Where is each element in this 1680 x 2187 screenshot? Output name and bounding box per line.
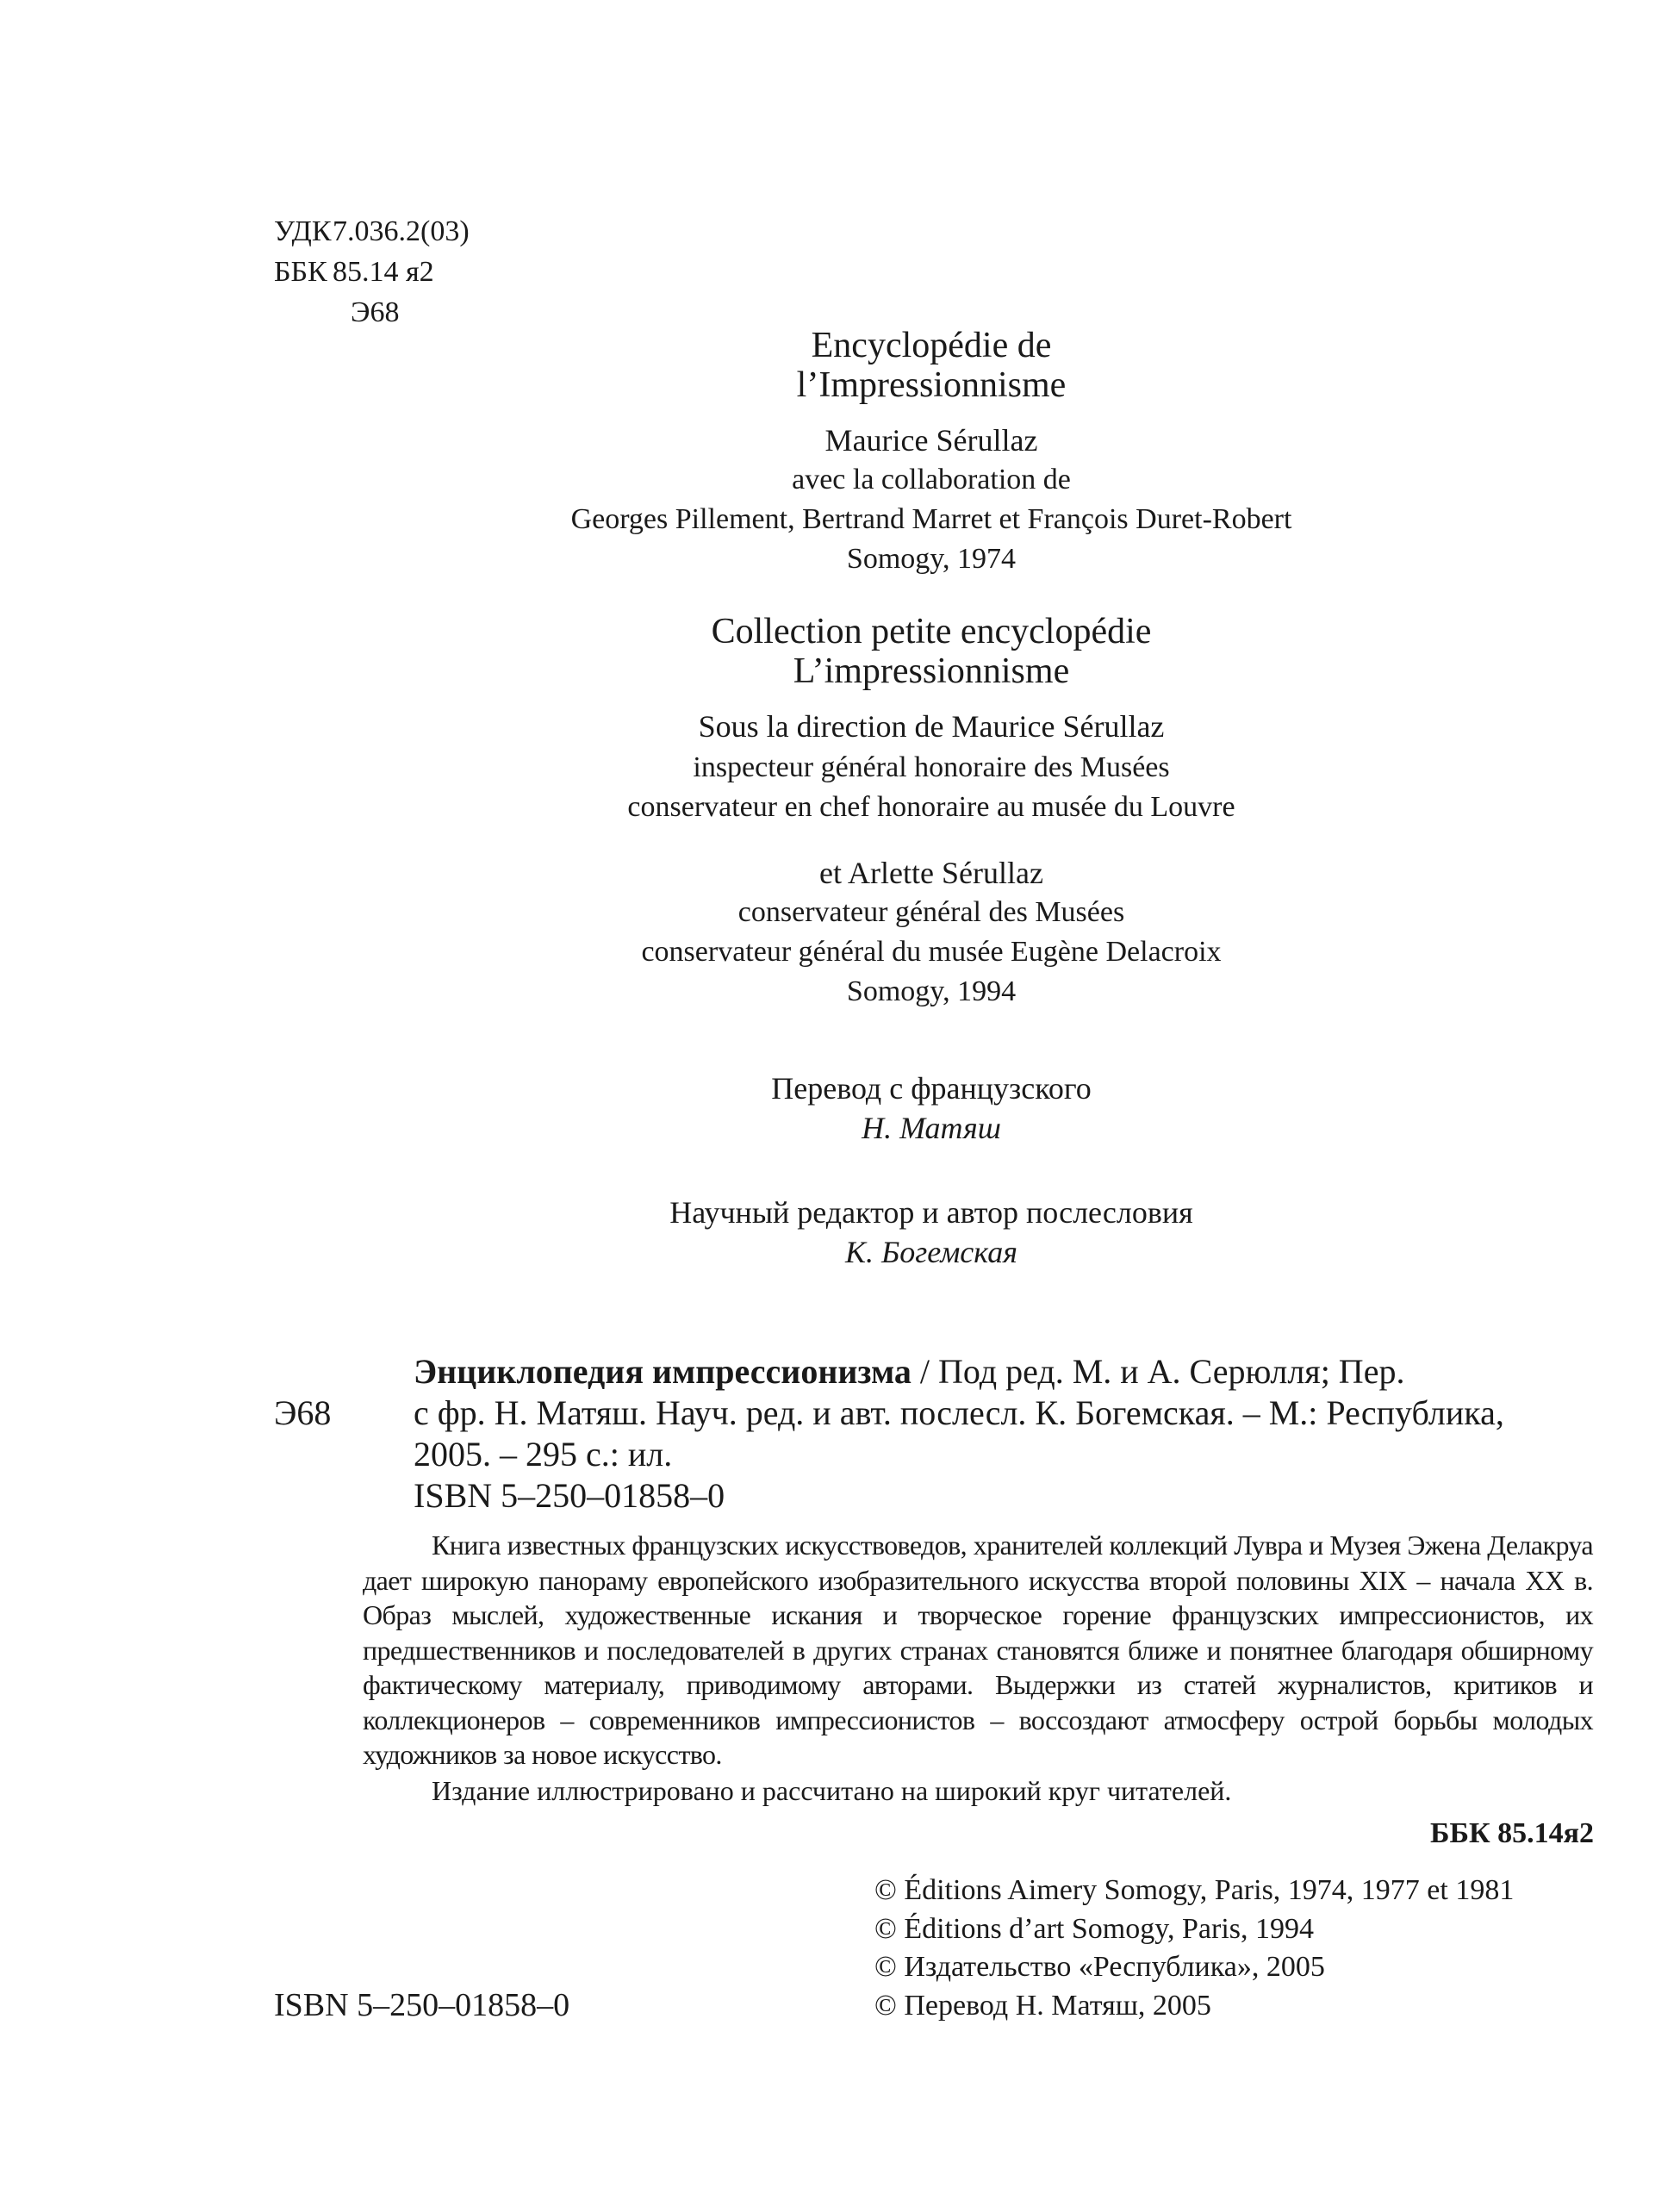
director-role2: conservateur en chef honoraire au musée du Louvre — [627, 791, 1235, 823]
bibliographic-record — [414, 1351, 1594, 1517]
classification-block — [274, 211, 470, 333]
translation-label: Перевод с французского — [771, 1071, 1092, 1106]
copyright-line: © Éditions d’art Somogy, Paris, 1994 — [874, 1912, 1314, 1945]
biblio-isbn: ISBN 5–250–01858–0 — [414, 1476, 725, 1515]
bbk-label: ББК — [274, 256, 327, 288]
bbk-index: ББК 85.14я2 — [1429, 1817, 1594, 1849]
author-mark: Э68 — [351, 296, 400, 328]
biblio-line2: с фр. Н. Матяш. Науч. ред. и авт. послесл. К. Богемская. – М.: Республика, — [414, 1393, 1504, 1432]
publisher-1994: Somogy, 1994 — [846, 975, 1017, 1007]
copyright-line: © Издательство «Республика», 2005 — [874, 1951, 1325, 1983]
direction: Sous la direction de Maurice Sérullaz — [698, 709, 1165, 744]
biblio-title: Энциклопедия импрессионизма — [414, 1352, 912, 1391]
director-role1: inspecteur général honoraire des Musées — [693, 751, 1170, 783]
collaboration-intro: avec la collaboration de — [792, 464, 1071, 495]
copyright-line: © Éditions Aimery Somogy, Paris, 1974, 1977 et 1981 — [874, 1874, 1515, 1906]
annotation-audience: Издание иллюстрировано и рассчитано на широкий круг читателей. — [432, 1775, 1232, 1806]
coauthor: et Arlette Sérullaz — [819, 856, 1043, 890]
collaborators: Georges Pillement, Bertrand Marret et François Duret-Robert — [570, 503, 1292, 535]
bbk-value: 85.14 я2 — [333, 256, 434, 288]
udk-row — [274, 211, 470, 252]
publisher-1974: Somogy, 1974 — [846, 543, 1017, 575]
copyright-line: © Перевод Н. Матяш, 2005 — [874, 1989, 1211, 2022]
copyright-list — [874, 1872, 1514, 2025]
biblio-author-mark: Э68 — [274, 1393, 332, 1432]
coauthor-role1: conservateur général des Musées — [737, 896, 1125, 928]
editor-label: Научный редактор и автор послесловия — [669, 1195, 1193, 1230]
udk-value: 7.036.2(03) — [333, 215, 470, 247]
translator-name: Н. Матяш — [862, 1111, 1001, 1145]
series-line1: Collection petite encyclopédie — [711, 612, 1152, 651]
biblio-line3: 2005. – 295 с.: ил. — [414, 1435, 673, 1474]
coauthor-role2: conservateur général du musée Eugène Delacroix — [641, 936, 1222, 968]
series-line2: L’impressionnisme — [793, 651, 1070, 691]
original-title-line2: l’Impressionnisme — [796, 365, 1067, 405]
original-1994-block — [627, 612, 1235, 1012]
bbk-row — [274, 252, 470, 292]
biblio-line1 — [414, 1351, 1594, 1393]
annotation-paragraph: Книга известных французских искусствоведов, хранителей коллекций Лувра и Музея Эжена Делакруа дает широкую панораму европейского изобразительного искусства второй половины XIX – начала XX в. Образ мыслей, художественные искания и творческое горение французских импрессионистов, их предшественников и последователей в других странах становятся ближе и понятнее благодаря обширному фактическому материалу, приводимому авторами. Выдержки из статей журналистов, критиков и коллекционеров – современников импрессионистов – воссоздают атмосферу острой борьбы молодых художников за новое искусство. — [363, 1530, 1593, 1770]
original-author: Maurice Sérullaz — [824, 423, 1038, 458]
original-title-line1: Encyclopédie de — [811, 326, 1052, 365]
isbn-bottom: ISBN 5–250–01858–0 — [274, 1987, 570, 2023]
editor-name: К. Богемская — [845, 1235, 1017, 1269]
udk-label: УДК — [274, 215, 332, 247]
original-1974-block — [571, 326, 1292, 579]
translation-block — [771, 1069, 1092, 1148]
editor-block — [669, 1193, 1192, 1272]
biblio-line1-rest: / Под ред. М. и А. Серюлля; Пер. — [911, 1352, 1405, 1391]
